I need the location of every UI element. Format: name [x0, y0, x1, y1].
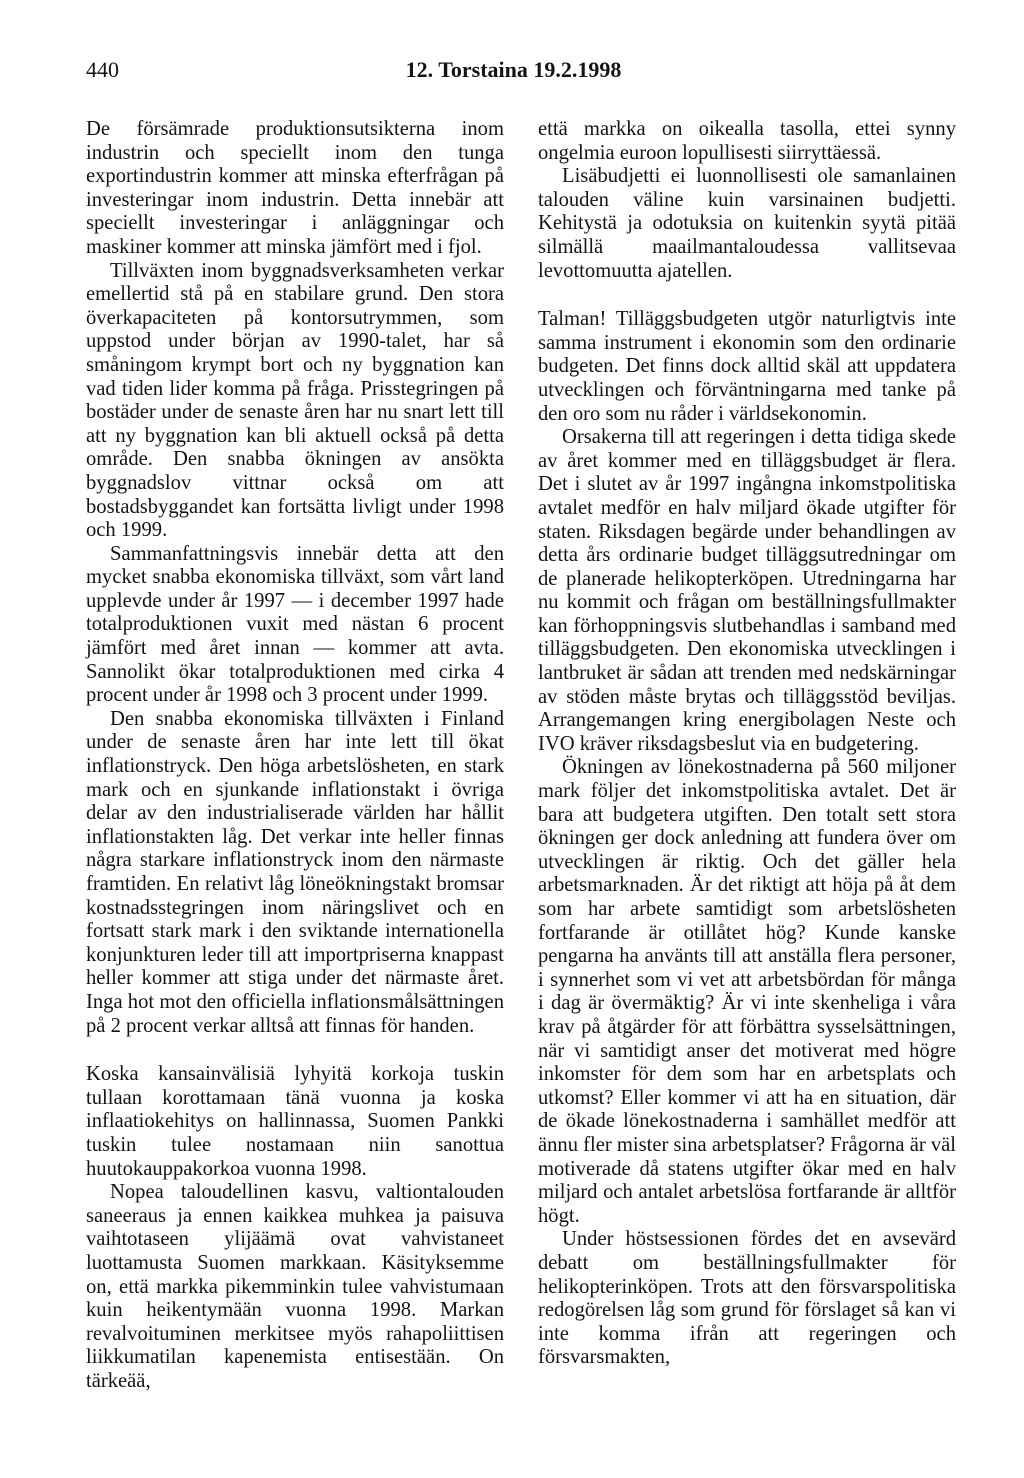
- paragraph-left-3: Sammanfattningsvis innebär detta att den mycket snabba ekonomiska tillväxt, som vårt land upplevde under år 1997 — i december 1997 hade totalproduktionen vuxit med nästan 6 procent jämfört med året innan — kommer att avta. Sannolikt ökar totalproduktionen med cirka 4 procent under år 1998 och 3 procent under 1999.: [86, 542, 504, 707]
- paragraph-right-1: että markka on oikealla tasolla, ettei synny ongelmia euroon lopullisesti siirryttäessä.: [538, 118, 956, 164]
- paragraph-left-5: Koska kansainvälisiä lyhyitä korkoja tuskin tullaan korottamaan tänä vuonna ja koska inflaatiokehitys on hallinnassa, Suomen Pankki tuskin tulee nostamaan niin sanottua huutokauppakorkoa vuonna 1998.: [86, 1063, 504, 1180]
- paragraph-right-6: Under höstsessionen fördes det en avsevärd debatt om beställningsfullmakter för helikopterinköpen. Trots att den försvarspolitiska redogörelsen låg som grund för förslaget så kan vi inte komma ifrån att regeringen och försvarsmakten,: [538, 1228, 956, 1369]
- paragraph-left-6: Nopea taloudellinen kasvu, valtiontalouden saneeraus ja ennen kaikkea muhkea ja paisuva vaihtotaseen ylijäämä ovat vahvistaneet luottamusta Suomen markkaan. Käsityksemme on, että markka pikemminkin tulee vahvistumaan kuin heikentymään vuonna 1998. Markan revalvoituminen merkitsee myös rahapoliittisen liikkumatilan kapenemista entisestään. On tärkeää,: [86, 1181, 504, 1392]
- paragraph-left-2: Tillväxten inom byggnadsverksamheten verkar emellertid stå på en stabilare grund. Den stora överkapaciteten på kontorsutrymmen, som uppstod under början av 1990-talet, har så småningom krympt bort och ny byggnation kan vad tiden lider komma på fråga. Prisstegringen på bostäder under de senaste åren har nu snart lett till att ny byggnation kan bli aktuell också på detta område. Den snabba ökningen av ansökta byggnadslov vittnar också om att bostadsbyggandet kan fortsätta livligt under 1998 och 1999.: [86, 259, 504, 542]
- paragraph-left-1: De försämrade produktionsutsikterna inom industrin och speciellt inom den tunga exportindustrin kommer att minska efterfrågan på investeringar inom industrin. Detta innebär att speciellt investeringar i anläggningar och maskiner kommer att minska jämfört med i fjol.: [86, 118, 504, 258]
- paragraph-right-4: Orsakerna till att regeringen i detta tidiga skede av året kommer med en tilläggsbudget är flera. Det i slutet av år 1997 ingångna inkomstpolitiska avtalet medför en halv miljard ökade utgifter för staten. Riksdagen begärde under behandlingen av detta års ordinarie budget tilläggsutredningar om de planerade helikopterköpen. Utredningarna har nu kommit och frågan om beställningsfullmakter kan förhoppningsvis slutbehandlas i samband med tilläggsbudgeten. Den ekonomiska utvecklingen i lantbruket är sådan att trenden med nedskärningar av stöden måste brytas och tilläggsstöd beviljas. Arrangemangen kring energibolagen Neste och IVO kräver riksdagsbeslut via en budgetering.: [538, 426, 956, 755]
- paragraph-right-5: Ökningen av lönekostnaderna på 560 miljoner mark följer det inkomstpolitiska avtalet. Det är bara att budgetera utgiften. Den totalt sett stora ökningen ger dock anledning att fundera över om utvecklingen är riktig. Och det gäller hela arbetsmarknaden. Är det riktigt att höja på åt dem som har arbete samtidigt som arbetslösheten fortfarande är otillåtet hög? Kunde kanske pengarna ha använts till att anställa flera personer, i synnerhet som vi vet att arbetsbördan för många i dag är övermäktig? Är vi inte skenheliga i våra krav på åtgärder för att förbättra sysselsättningen, när vi samtidigt anser det motiverat med högre inkomster för dem som har en arbetsplats och utkomst? Eller kommer vi att ha en situation, där de ökade lönekostnaderna i samhället medför att ännu fler mister sina arbetsplatser? Frågorna är väl motiverade då statens utgifter ökar med en halv miljard och antalet arbetslösa fortfarande är alltför högt.: [538, 756, 956, 1227]
- left-column: [86, 118, 504, 1393]
- paragraph-left-4: Den snabba ekonomiska tillväxten i Finland under de senaste åren har inte lett till ökat inflationstryck. Den höga arbetslösheten, en stark mark och en sjunkande inflationstakt i övriga delar av den industrialiserade världen har hållit inflationstakten låg. Det verkar inte heller finnas några starkare inflationstryck inom den närmaste framtiden. En relativt låg löneökningstakt bromsar kostnadsstegringen inom näringslivet och en fortsatt stark mark i den sviktande internationella konjunkturen leder till att importpriserna knappast heller kommer att stiga under det närmaste året. Inga hot mot den officiella inflationsmålsättningen på 2 procent verkar alltså att finnas för handen.: [86, 707, 504, 1037]
- running-title: 12. Torstaina 19.2.1998: [405, 57, 622, 82]
- paragraph-right-2: Lisäbudjetti ei luonnollisesti ole samanlainen talouden väline kuin varsinainen budjetti. Kehitystä ja odotuksia on kuitenkin syytä pitää silmällä maailmantaloudessa vallitsevaa levottomuutta ajatellen.: [538, 165, 956, 282]
- paragraph-right-3: Talman! Tilläggsbudgeten utgör naturligtvis inte samma instrument i ekonomin som den ordinarie budgeten. Det finns dock alltid skäl att uppdatera utvecklingen och förväntningarna med tanke på den oro som nu råder i världsekonomin.: [538, 308, 956, 425]
- page-header: [86, 56, 941, 92]
- page-number: 440: [86, 57, 119, 82]
- right-column: [538, 118, 956, 1370]
